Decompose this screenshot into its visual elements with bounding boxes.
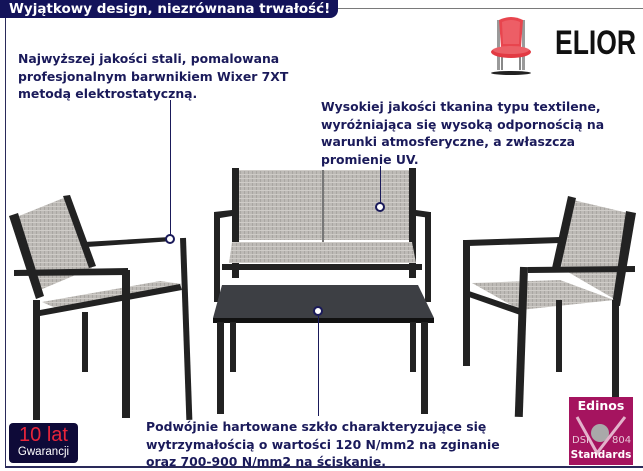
armchair-right <box>463 196 636 417</box>
callout-line: oraz 700-900 N/mm2 na ściskanie. <box>146 454 386 469</box>
standards-label: Standards <box>570 449 632 461</box>
callout-line: metodą elektrostatyczną. <box>18 86 198 101</box>
coffee-table <box>213 285 434 414</box>
callout-line: warunki atmosferyczne, a zwłaszcza <box>321 134 576 149</box>
callout-fabric-text <box>321 98 604 168</box>
callout-glass-text <box>146 418 500 471</box>
callout-glass-line <box>318 316 319 416</box>
callout-line: promienie UV. <box>321 151 419 167</box>
callout-fabric-marker <box>375 202 385 212</box>
warranty-label: Gwarancji <box>17 446 70 458</box>
standards-badge <box>569 397 633 465</box>
callout-line: wytrzymałością o wartości 120 N/mm2 na zginanie <box>146 436 500 452</box>
callout-line: wyróżniająca się wysoką odpornością na <box>321 116 605 132</box>
armchair-left <box>9 195 192 420</box>
callout-glass-marker <box>313 306 323 316</box>
warranty-years: 10 lat <box>19 424 68 446</box>
callout-line: Podwójnie hartowane szkło charakteryzujące się <box>146 419 487 434</box>
callout-steel-text <box>18 50 288 103</box>
warranty-badge <box>9 423 78 463</box>
callout-line: Wysokiej jakości tkanina typu textilene, <box>321 99 601 114</box>
standards-code-right: 804 <box>612 435 632 446</box>
header-banner: Wyjątkowy design, niezrównana trwałość! <box>0 0 338 18</box>
callout-line: Najwyższej jakości stali, pomalowana <box>18 51 280 66</box>
callout-steel-line <box>170 100 171 236</box>
callout-steel-marker <box>165 234 175 244</box>
standards-brand: Edinos <box>577 398 625 413</box>
loveseat <box>214 168 431 302</box>
callout-line: profesjonalnym barwnikiem Wixer 7XT <box>18 68 289 84</box>
standards-code-left: DSI <box>572 435 589 446</box>
callout-fabric-line <box>380 166 381 204</box>
brand-name: ELIOR <box>555 24 637 62</box>
